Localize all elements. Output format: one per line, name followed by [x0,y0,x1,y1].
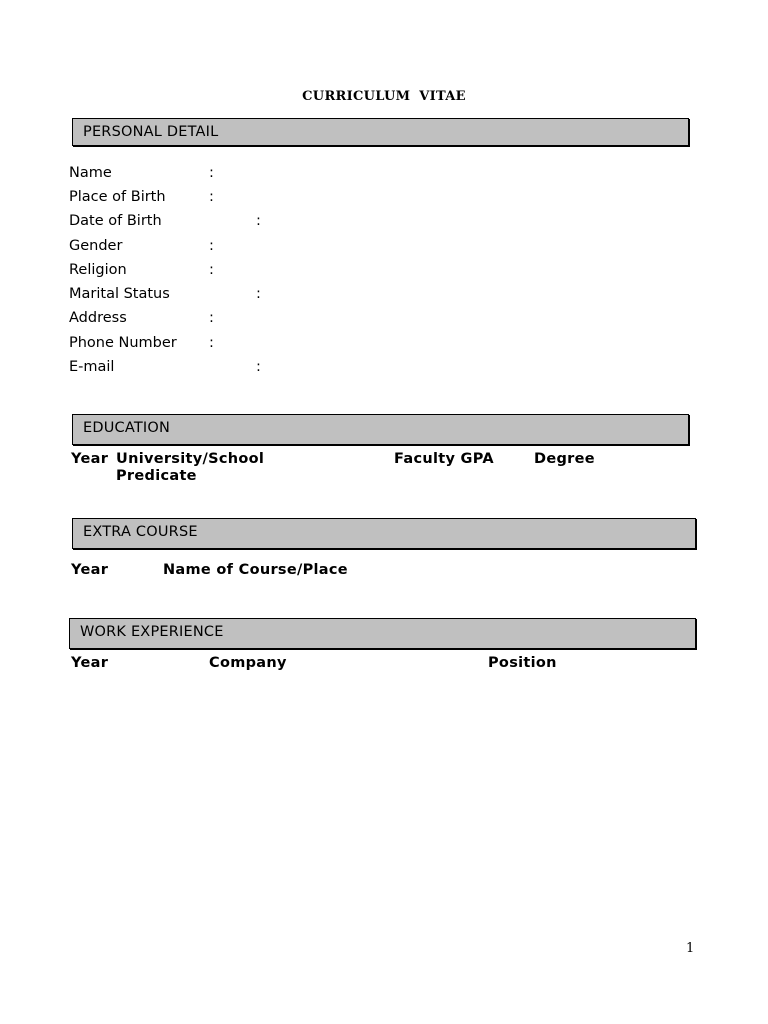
work-experience-col-position: Position [488,655,557,671]
field-gender-colon: : [209,238,214,254]
field-marital-status-colon: : [256,286,261,302]
work-experience-col-company: Company [209,655,287,671]
field-phone-number-label: Phone Number [69,335,177,351]
field-email-label: E-mail [69,359,115,375]
education-col-faculty-gpa: Faculty GPA [394,451,494,467]
education-heading [72,414,689,445]
field-date-of-birth-label: Date of Birth [69,213,162,229]
field-gender-label: Gender [69,238,123,254]
work-experience-heading [69,618,696,649]
education-col-university: University/School [116,451,265,467]
document-title: CURRICULUM VITAE [302,89,466,104]
field-email-colon: : [256,359,261,375]
personal-detail-heading-text: PERSONAL DETAIL [83,124,219,140]
field-name-colon: : [209,165,214,181]
work-experience-heading-text: WORK EXPERIENCE [80,624,224,640]
field-place-of-birth-label: Place of Birth [69,189,166,205]
page-number: 1 [686,941,695,956]
work-experience-col-year: Year [71,655,109,671]
education-col-degree: Degree [534,451,595,467]
field-place-of-birth-colon: : [209,189,214,205]
field-religion-colon: : [209,262,214,278]
field-address-colon: : [209,310,214,326]
field-date-of-birth-colon: : [256,213,261,229]
field-name-label: Name [69,165,112,181]
education-col-predicate: Predicate [116,468,197,484]
extra-course-heading-text: EXTRA COURSE [83,524,198,540]
extra-course-col-course: Name of Course/Place [163,562,348,578]
extra-course-heading [72,518,696,549]
education-col-year: Year [71,451,109,467]
field-phone-number-colon: : [209,335,214,351]
extra-course-col-year: Year [71,562,109,578]
field-religion-label: Religion [69,262,127,278]
field-address-label: Address [69,310,127,326]
education-heading-text: EDUCATION [83,420,171,436]
field-marital-status-label: Marital Status [69,286,170,302]
personal-detail-heading [72,118,689,146]
